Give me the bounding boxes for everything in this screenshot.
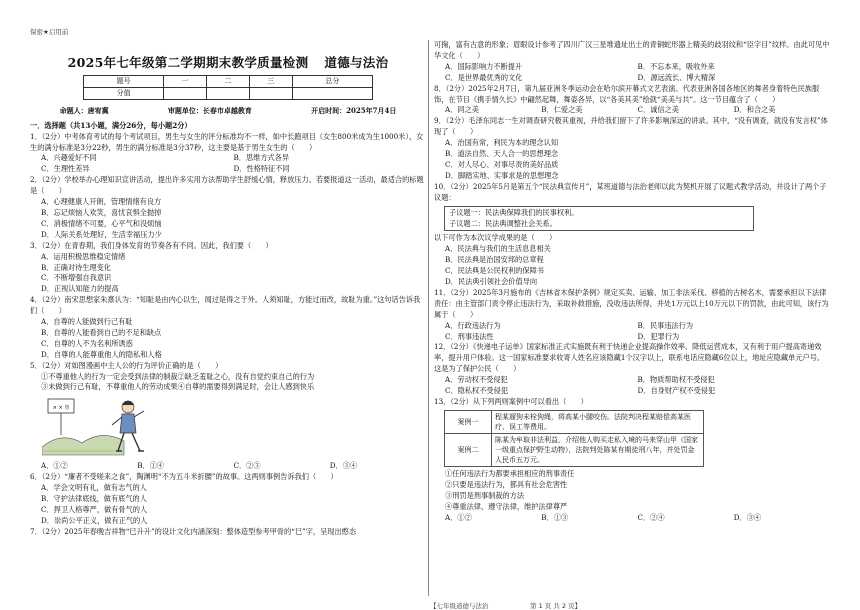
answer-option: ③刑罚是刑事制裁的方法 bbox=[445, 490, 525, 500]
sub-topic-line: 子议题一：民法典保障我们的民事权利。 bbox=[449, 207, 579, 217]
answer-option: C．不断增强自我意识 bbox=[41, 273, 112, 283]
exam-meta bbox=[30, 106, 426, 117]
question-block bbox=[434, 233, 830, 288]
question-block bbox=[30, 175, 426, 240]
sub-topic-line: 子议题二：民法典调整社会关系。 bbox=[449, 218, 557, 228]
answer-option: D．犯罪行为 bbox=[637, 331, 680, 341]
answer-option: A．兴趣爱好不同 bbox=[41, 153, 97, 163]
answer-option: A．运用积极思维稳定情绪 bbox=[41, 251, 126, 261]
footer-page-number: 第 1 页 共 2 页】 bbox=[530, 602, 582, 610]
answer-option: C．诚信之美 bbox=[637, 105, 679, 115]
case-text: 陈某为牟取非法利益，介绍他人购买走私入境的马来穿山甲（国家一级重点保护野生动物），法院判处陈某有期徒刑八年，并处罚金人民币五万元。 bbox=[492, 433, 704, 466]
answer-option: C．生理性差异 bbox=[41, 164, 90, 174]
answer-option: B．守护法律底线，做有底气的人 bbox=[41, 494, 147, 504]
answer-option: A．自尊的人能做到行己有耻 bbox=[41, 317, 133, 327]
left-question-list bbox=[30, 132, 426, 538]
answer-option: ③未做到行己有耻，不尊重他人的劳动成果④自尊的需要得到满足时，会让人感到快乐 bbox=[41, 382, 315, 392]
score-cell bbox=[164, 87, 207, 99]
case-row bbox=[445, 410, 704, 433]
question-block bbox=[434, 182, 830, 204]
answer-option: C．民法典是公民权利的保障书 bbox=[445, 266, 544, 276]
question-stem: 7．（2分）2025年春晚吉祥物“巳升升”的设计文化内涵深刻：整体造型参考甲骨的“巳”字，呈现出憨态 bbox=[30, 526, 357, 536]
comic-person-hair bbox=[122, 401, 134, 405]
answer-option: ①不尊重他人的行为一定会受到法律的制裁②缺乏羞耻之心，没有自觉约束自己的行为 bbox=[41, 371, 315, 381]
secret-label: 保密★启用前 bbox=[30, 28, 69, 36]
answer-option: C．自尊的人不为名利所诱惑 bbox=[41, 338, 133, 348]
answer-option: D．崇尚公平正义，做有正气的人 bbox=[41, 515, 148, 525]
answer-option: B．物质帮助权不受侵犯 bbox=[637, 375, 715, 385]
answer-option: A．民法典与我们的生活息息相关 bbox=[445, 244, 551, 254]
answer-option: D．③④ bbox=[733, 512, 762, 522]
option-row bbox=[434, 332, 830, 343]
answer-option: C．是世界最优秀的文化 bbox=[445, 72, 523, 82]
answer-option: B．思维方式各异 bbox=[233, 153, 290, 163]
question-block bbox=[30, 527, 426, 538]
score-cell: 二 bbox=[207, 76, 250, 88]
answer-option: C．②④ bbox=[637, 512, 665, 522]
question-stem: 可掬，富有古意的形象；眉眼设计参考了四川广汉三星堆遗址出土的青铜蛇形器上精美的歧羽纹和“臣字目”纹样。由此可见中华文化（ ） bbox=[434, 40, 830, 60]
answer-option: A．学会文明有礼，做有志气的人 bbox=[41, 483, 147, 493]
answer-option: B．不忘本来，吸收外来 bbox=[637, 61, 715, 71]
question-stem: 2．（2分）学校举办心理知识宣讲活动，提出许多实用方法帮助学生舒缓心情，释放压力。若要报道这一活动，最适合的标题是（ ） bbox=[30, 175, 424, 196]
exam-author: 命题人：唐宥冀 bbox=[59, 105, 109, 115]
question-stem: 4．（2分）南宋思想家朱熹认为：“知耻是由内心以生，闻过是得之于外。人须知耻，方能过而改，故耻为重。”这句话告诉我们（ ） bbox=[30, 295, 421, 316]
exam-date: 开启时间：2025年7月4日 bbox=[311, 105, 397, 115]
score-cell: 总分 bbox=[292, 76, 372, 88]
answer-option: A．治国有常，利民为本的理念认知 bbox=[445, 138, 559, 148]
left-column bbox=[30, 40, 426, 538]
score-cell bbox=[249, 87, 292, 99]
option-row bbox=[434, 386, 830, 397]
answer-option: D．源远流长、博大精深 bbox=[637, 72, 716, 82]
question-stem: 3．（2分）在青春期，我们身体发育的节奏各有不同。因此，我们要（ ） bbox=[30, 240, 273, 250]
answer-option: D．民法典引领社会价值导向 bbox=[445, 277, 538, 287]
answer-option: B．正确对待生理变化 bbox=[41, 262, 111, 272]
score-cell: 一 bbox=[164, 76, 207, 88]
answer-option: C．刑事违法性 bbox=[445, 331, 494, 341]
answer-option: B．①④ bbox=[137, 461, 165, 471]
question-block bbox=[30, 472, 426, 527]
question-stem: 12．（2分）《快递电子运单》国家标准正式实施既有利于快递企业提高操作效率、降低运营成本，又有利于用户提高寄递效率，提升用户体验。这一国家标准要求收寄人姓名应该隐藏1个汉字以上，联系电话应隐藏6位以上，地址应隐藏单元户号。这是为了保护公民（ ） bbox=[434, 342, 825, 374]
section-heading: 一．选择题（共13小题，满分26分，每小题2分） bbox=[30, 120, 192, 130]
answer-option: B．忘记烦恼人欢笑，喜忧哀惧全抛掉 bbox=[41, 207, 162, 217]
answer-option: D．③④ bbox=[329, 461, 358, 471]
case-text: 程某遛狗未栓狗绳，将高某小腿咬伤。法院判决程某赔偿高某医疗、误工等费用。 bbox=[492, 410, 704, 433]
question-block bbox=[434, 288, 830, 343]
case-table bbox=[444, 410, 704, 467]
option-row bbox=[30, 461, 426, 472]
comic-sign-text: × × 勿 bbox=[52, 405, 70, 412]
answer-option: B．①③ bbox=[541, 512, 569, 522]
exam-title-text: 2025年七年级第二学期期末教学质量检测 bbox=[67, 55, 309, 70]
right-question-list bbox=[434, 40, 830, 523]
right-column bbox=[434, 40, 830, 523]
answer-option: A．①② bbox=[445, 512, 472, 522]
answer-option: D．人际关系处理好，生活幸福压力少 bbox=[41, 229, 162, 239]
question-block bbox=[30, 241, 426, 296]
score-cell bbox=[207, 87, 250, 99]
score-cell: 三 bbox=[249, 76, 292, 88]
comic-illustration bbox=[42, 395, 162, 459]
question-stem: 1．（2分）中考体育考试的每个考试项目，男生与女生的评分标准均不一样，如中长跑项目（女生800米成为生1000米），女生的满分标准是3分22秒，男生的满分标准是3分37秒，这主要是基于男生女生的（ ） bbox=[30, 131, 424, 152]
option-row bbox=[434, 375, 830, 386]
score-table bbox=[83, 75, 373, 100]
exam-reviewer: 审题单位：长春市卓越教育 bbox=[167, 105, 252, 115]
question-stem: 8．（2分）2025年2月7日，第九届亚洲冬季运动会在哈尔滨开幕式文艺表演。代表亚洲各国各地区的舞者身着特色民族服饰，在节目《携手情久长》中翩然起舞，舞姿各异，以“各美其美”绘就“美美与共”。这一节目蕴含了（ ） bbox=[434, 83, 820, 104]
question-block bbox=[434, 116, 830, 181]
question-block bbox=[30, 295, 426, 360]
question-block bbox=[30, 361, 426, 394]
question-block bbox=[434, 397, 830, 408]
answer-option: ②只要是违法行为，都具有社会危害性 bbox=[445, 479, 568, 489]
answer-option: B．道法自然、天人合一的思想理念 bbox=[445, 149, 559, 159]
answer-option: D．自身财产权不受侵犯 bbox=[637, 386, 716, 396]
question-block bbox=[434, 513, 830, 524]
answer-option: A．心理健康人开朗，管理情绪有良方 bbox=[41, 197, 162, 207]
answer-option: A．国际影响力不断提升 bbox=[445, 61, 523, 71]
comic-drawing bbox=[42, 395, 162, 459]
answer-option: ④尊重法律，遵守法律，维护法律尊严 bbox=[445, 501, 568, 511]
answer-option: ①任何违法行为都要承担相应的刑事责任 bbox=[445, 468, 575, 478]
question-stem: 13．（2分）从下列两则案例中可以看出（ ） bbox=[434, 397, 588, 406]
question-block bbox=[434, 84, 830, 117]
answer-option: A．同之美 bbox=[445, 105, 479, 115]
footer-subject: 【七年级道德与法治 bbox=[430, 602, 489, 610]
question-block bbox=[30, 132, 426, 176]
answer-option: A．劳动权不受侵犯 bbox=[445, 375, 508, 385]
answer-option: B．民事违法行为 bbox=[637, 320, 694, 330]
question-stem: 以下可作为本次议学成果的是（ ） bbox=[434, 233, 557, 243]
score-cell: 分值 bbox=[84, 87, 164, 99]
exam-title bbox=[30, 54, 426, 71]
answer-option: B．民法典是治国安邦的总章程 bbox=[445, 255, 544, 265]
answer-option: B．自尊的人能看到自己的不足和缺点 bbox=[41, 327, 162, 337]
option-row bbox=[434, 73, 830, 84]
question-stem: 6．（2分）“廉者不受嗟来之食”，陶渊明“不为五斗米折腰”的故事。这两则事例告诉我们（ ） bbox=[30, 472, 338, 482]
score-cell: 题号 bbox=[84, 76, 164, 88]
case-row bbox=[445, 433, 704, 466]
answer-option: D．性格特征不同 bbox=[233, 164, 290, 174]
case-label: 案例二 bbox=[445, 433, 492, 466]
option-row bbox=[434, 62, 830, 73]
case-label: 案例一 bbox=[445, 410, 492, 433]
answer-option: C．隐私权不受侵犯 bbox=[445, 386, 509, 396]
answer-option: D．和合之美 bbox=[733, 105, 776, 115]
answer-option: C．消极情绪不可要，心平气和没烦恼 bbox=[41, 218, 162, 228]
question-block bbox=[434, 469, 830, 513]
option-row bbox=[434, 105, 830, 116]
question-stem: 5．（2分）对如图漫画中主人公的行为评价正确的是（ ） bbox=[30, 360, 223, 370]
comic-person-body bbox=[120, 414, 136, 433]
option-row bbox=[30, 164, 426, 175]
option-row bbox=[434, 513, 830, 524]
comic-grass bbox=[42, 436, 124, 456]
question-block bbox=[434, 342, 830, 397]
answer-option: B．仁爱之美 bbox=[541, 105, 583, 115]
score-cell bbox=[292, 87, 372, 99]
answer-option: C．对人尽心、对事尽责的美好品质 bbox=[445, 159, 559, 169]
question-block bbox=[30, 461, 426, 472]
answer-option: C．②③ bbox=[233, 461, 261, 471]
sub-topic-box bbox=[444, 206, 754, 232]
question-block bbox=[434, 40, 830, 84]
question-stem: 11．（2分）2025年3月施布的《吉林省木保护条例》规定买卖、运输、加工非法采伐、移植的古树名木，需要承担以下法律责任：由主管部门责令停止违法行为，采取补救措施，没收违法所得，并处1万元以上10万元以下的罚款，由此可知，该行为属于（ ） bbox=[434, 287, 829, 319]
answer-option: D．正视认知能力的提高 bbox=[41, 284, 119, 294]
column-divider bbox=[428, 40, 429, 596]
question-stem: 10．（2分）2025年5月是第五个“民法典宣传月”，某班道德与法治老师以此为契机开展了议题式教学活动，并设计了两个子议题： bbox=[434, 181, 827, 202]
answer-option: A．行政违法行为 bbox=[445, 320, 501, 330]
score-table-header-row bbox=[84, 76, 373, 88]
question-stem: 9．（2分）毛泽东同志一生对调查研究极其重视，并给我们留下了许多影响深远的讲录。其中，“没有调查，就没有发言权”体现了（ ） bbox=[434, 116, 828, 137]
exam-subject: 道德与法治 bbox=[324, 55, 389, 70]
option-row bbox=[30, 153, 426, 164]
score-table-value-row bbox=[84, 87, 373, 99]
answer-option: C．捍卫人格尊严，做有骨气的人 bbox=[41, 505, 148, 514]
answer-option: D．脚踏实地、实事求是的思想理念 bbox=[445, 170, 559, 180]
answer-option: D．自尊的人能尊重他人的隐私和人格 bbox=[41, 349, 162, 359]
answer-option: A．①② bbox=[41, 461, 68, 471]
option-row bbox=[434, 321, 830, 332]
